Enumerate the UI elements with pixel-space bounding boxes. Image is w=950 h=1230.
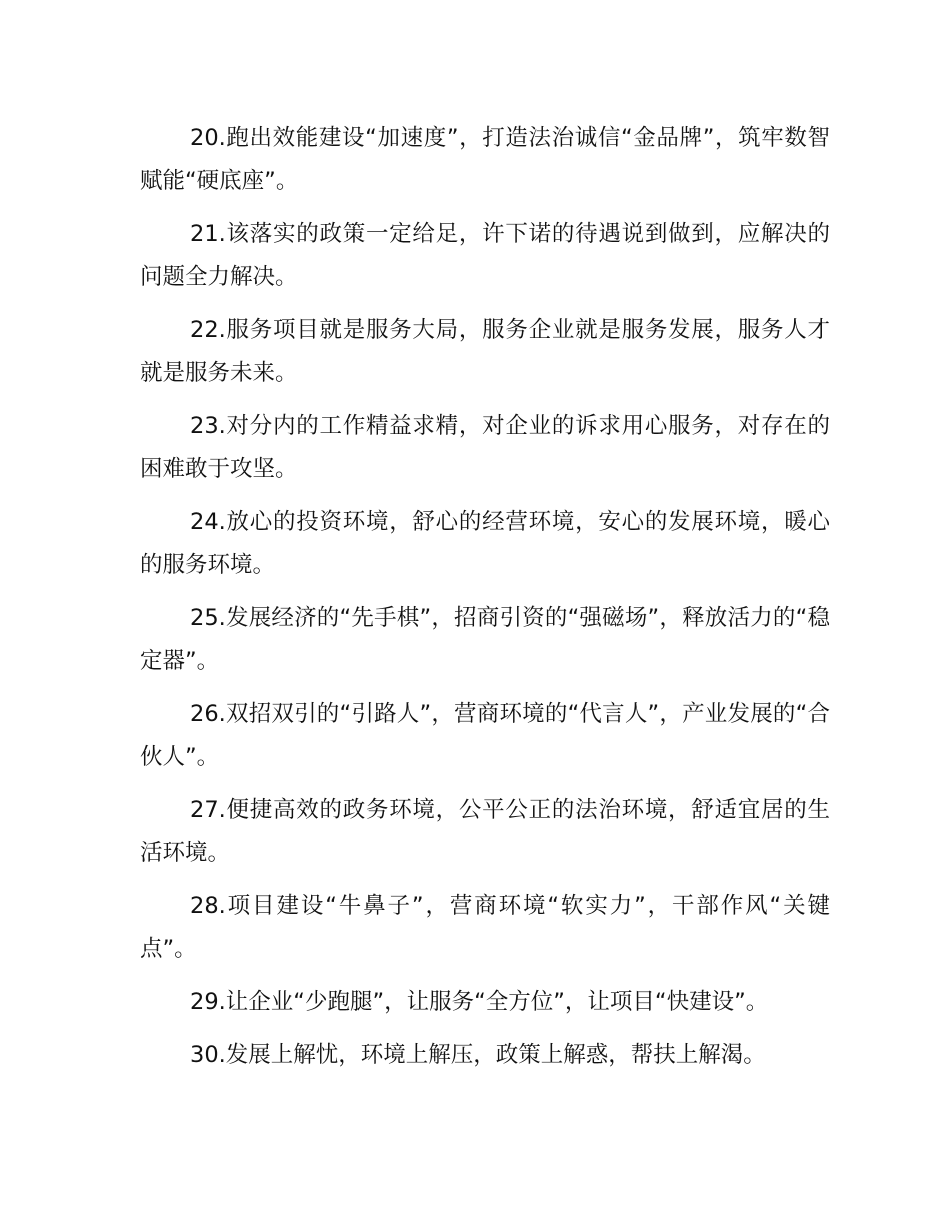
paragraph-20: 20.跑出效能建设“加速度”，打造法治诚信“金品牌”，筑牢数智赋能“硬底座”。 (140, 125, 830, 194)
document-body (140, 117, 830, 1087)
paragraph-24: 24.放心的投资环境，舒心的经营环境，安心的发展环境，暖心的服务环境。 (140, 509, 830, 578)
paragraph-26: 26.双招双引的“引路人”，营商环境的“代言人”，产业发展的“合伙人”。 (140, 701, 830, 770)
paragraph-23: 23.对分内的工作精益求精，对企业的诉求用心服务，对存在的困难敢于攻坚。 (140, 413, 830, 482)
paragraph-27: 27.便捷高效的政务环境，公平公正的法治环境，舒适宜居的生活环境。 (140, 797, 830, 866)
paragraph-30: 30.发展上解忧，环境上解压，政策上解惑，帮扶上解渴。 (190, 1042, 766, 1068)
paragraph-21: 21.该落实的政策一定给足，许下诺的待遇说到做到，应解决的问题全力解决。 (140, 221, 830, 290)
paragraph-28: 28.项目建设“牛鼻子”，营商环境“软实力”，干部作风“关键点”。 (140, 893, 830, 962)
paragraph-25: 25.发展经济的“先手棋”，招商引资的“强磁场”，释放活力的“稳定器”。 (140, 605, 830, 674)
paragraph-22: 22.服务项目就是服务大局，服务企业就是服务发展，服务人才就是服务未来。 (140, 317, 830, 386)
paragraph-29: 29.让企业“少跑腿”，让服务“全方位”，让项目“快建设”。 (190, 989, 769, 1015)
